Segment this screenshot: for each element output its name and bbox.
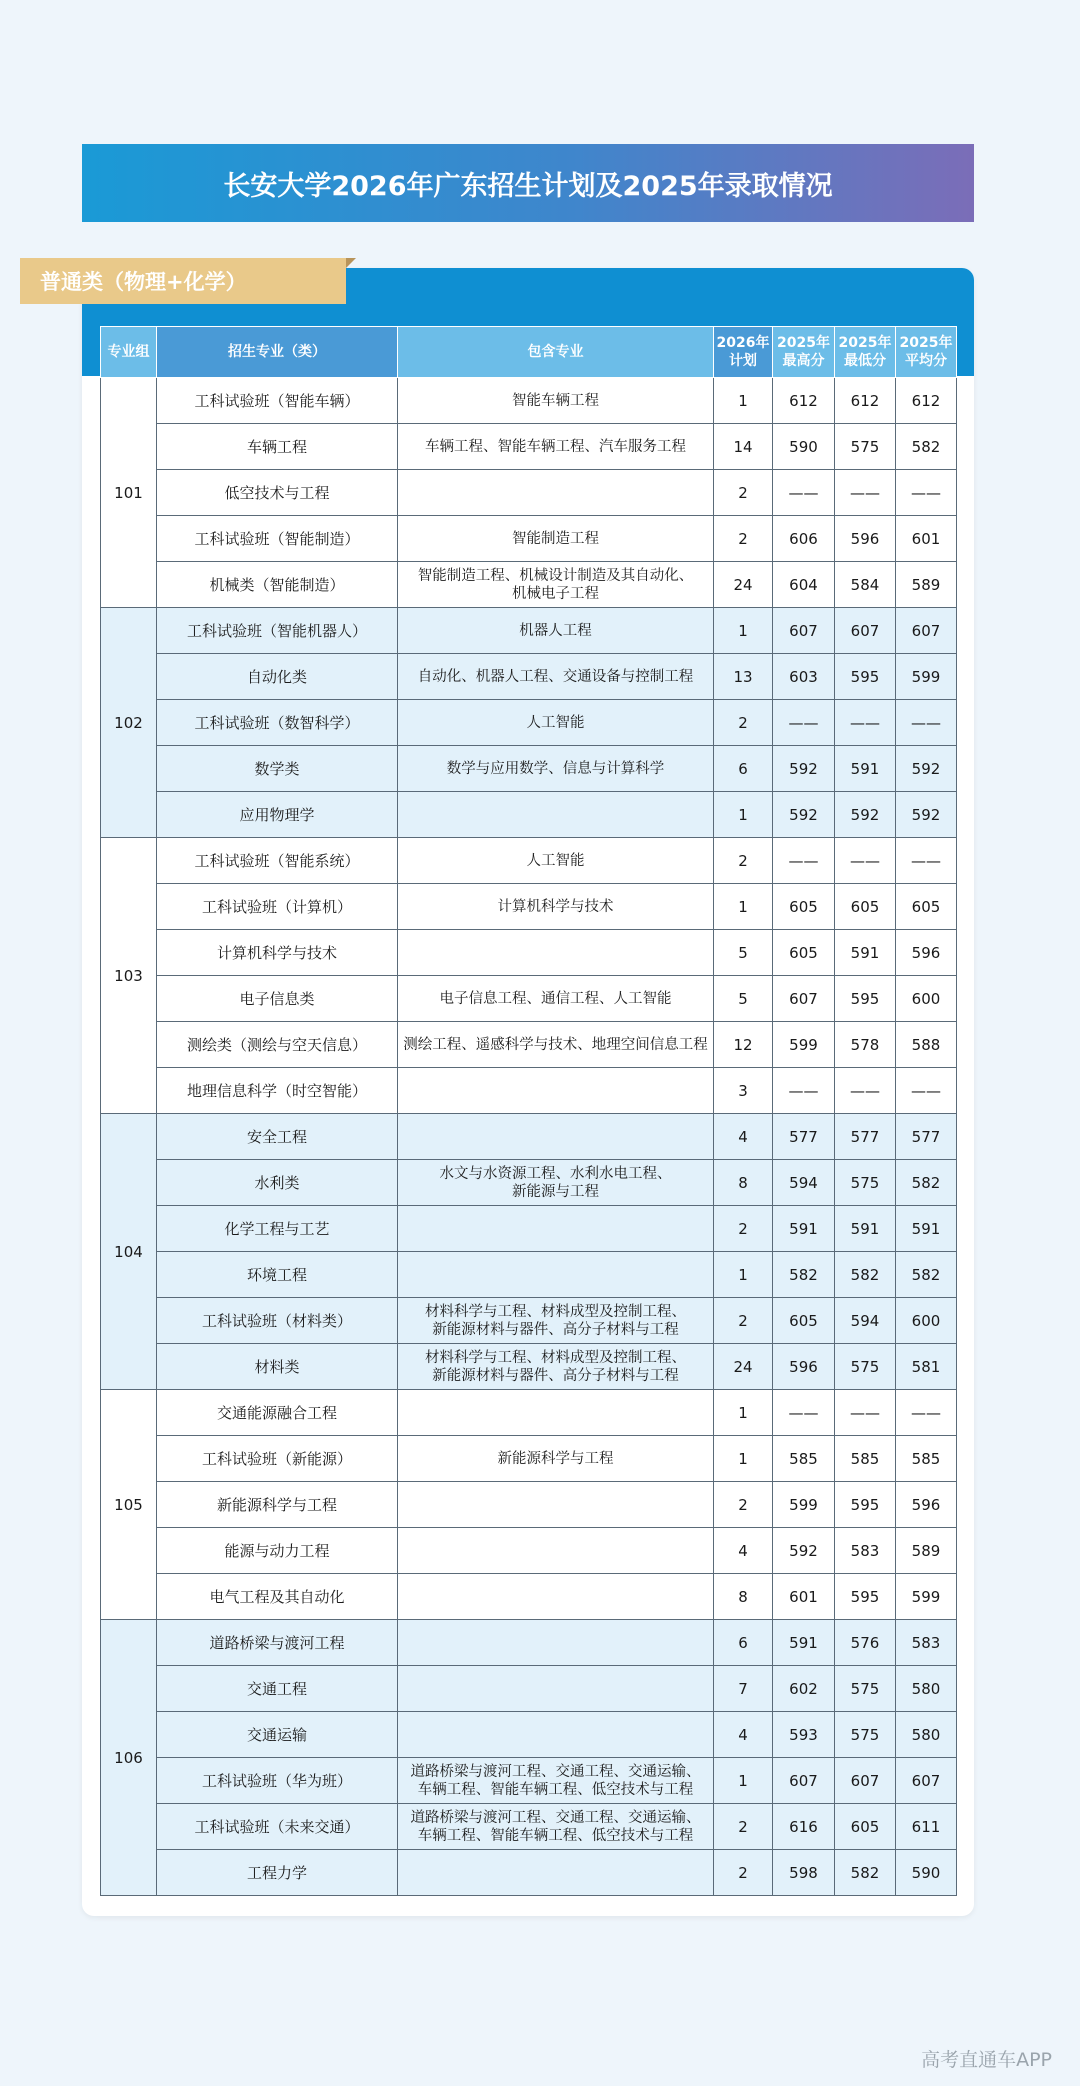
max-score-cell: 601 [773,1574,835,1620]
min-score-cell: 591 [835,930,896,976]
major-cell: 环境工程 [157,1252,398,1298]
avg-score-cell: 589 [896,562,957,608]
includes-line: 人工智能 [526,852,585,869]
page-title: 长安大学2026年广东招生计划及2025年录取情况 [223,170,833,202]
min-score-cell: 578 [835,1022,896,1068]
max-score-cell: 594 [773,1160,835,1206]
includes-cell [398,516,714,562]
plan-cell: 24 [714,1344,773,1390]
avg-score-cell: 599 [896,654,957,700]
table-row [101,1712,957,1758]
major-cell: 工科试验班（智能制造） [157,516,398,562]
plan-cell: 2 [714,1298,773,1344]
includes-cell [398,562,714,608]
major-cell: 工科试验班（计算机） [157,884,398,930]
major-cell: 工科试验班（材料类） [157,1298,398,1344]
max-score-cell: —— [773,470,835,516]
major-cell: 电气工程及其自动化 [157,1574,398,1620]
table-row [101,746,957,792]
table-row [101,424,957,470]
avg-score-cell: 588 [896,1022,957,1068]
major-cell: 能源与动力工程 [157,1528,398,1574]
avg-score-cell: 589 [896,1528,957,1574]
table-row [101,1344,957,1390]
includes-cell [398,1666,714,1712]
avg-score-cell: 590 [896,1850,957,1896]
includes-line: 人工智能 [526,714,585,731]
major-cell: 车辆工程 [157,424,398,470]
plan-cell: 2 [714,838,773,884]
includes-cell [398,1712,714,1758]
avg-score-cell: 611 [896,1804,957,1850]
major-cell: 化学工程与工艺 [157,1206,398,1252]
includes-cell [398,884,714,930]
includes-cell [398,1298,714,1344]
table-row [101,378,957,424]
table-row [101,838,957,884]
table-row [101,1482,957,1528]
avg-score-cell: 605 [896,884,957,930]
max-score-cell: 596 [773,1344,835,1390]
includes-cell [398,1344,714,1390]
max-score-cell: 591 [773,1206,835,1252]
max-score-cell: 612 [773,378,835,424]
min-score-cell: 607 [835,608,896,654]
plan-cell: 1 [714,1252,773,1298]
table-row [101,654,957,700]
major-cell: 机械类（智能制造） [157,562,398,608]
includes-line: 自动化、机器人工程、交通设备与控制工程 [417,668,694,685]
includes-cell [398,746,714,792]
includes-cell [398,608,714,654]
major-cell: 测绘类（测绘与空天信息） [157,1022,398,1068]
table-row [101,1298,957,1344]
avg-score-cell: 577 [896,1114,957,1160]
major-cell: 新能源科学与工程 [157,1482,398,1528]
header-includes: 包含专业 [398,327,714,378]
includes-line: 新能源材料与器件、高分子材料与工程 [432,1367,679,1384]
includes-line: 新能源科学与工程 [497,1450,614,1467]
min-score-cell: 582 [835,1850,896,1896]
includes-line: 计算机科学与技术 [497,898,614,915]
max-score-cell: 605 [773,1298,835,1344]
includes-line: 车辆工程、智能车辆工程、低空技术与工程 [417,1781,694,1798]
plan-cell: 1 [714,608,773,654]
includes-cell [398,1160,714,1206]
plan-cell: 3 [714,1068,773,1114]
includes-cell [398,930,714,976]
includes-cell [398,700,714,746]
max-score-cell: 582 [773,1252,835,1298]
includes-line: 新能源与工程 [512,1183,599,1200]
min-score-cell: 595 [835,976,896,1022]
includes-cell [398,1390,714,1436]
header-row [101,327,957,378]
max-score-cell: 598 [773,1850,835,1896]
includes-cell [398,378,714,424]
avg-score-cell: —— [896,700,957,746]
avg-score-cell: 582 [896,424,957,470]
includes-cell [398,1252,714,1298]
major-cell: 工科试验班（智能车辆） [157,378,398,424]
table-row [101,1666,957,1712]
header-plan: 2026年 计划 [714,327,773,378]
group-code-cell: 101 [101,378,157,608]
table-row [101,1436,957,1482]
table-row [101,700,957,746]
includes-line: 机器人工程 [519,622,592,639]
includes-line: 测绘工程、遥感科学与技术、地理空间信息工程 [403,1036,708,1053]
includes-cell [398,1114,714,1160]
avg-score-cell: —— [896,470,957,516]
min-score-cell: 612 [835,378,896,424]
table-row [101,470,957,516]
avg-score-cell: 582 [896,1252,957,1298]
table-row [101,792,957,838]
min-score-cell: 575 [835,424,896,470]
plan-cell: 2 [714,470,773,516]
max-score-cell: —— [773,700,835,746]
avg-score-cell: 592 [896,792,957,838]
min-score-cell: 582 [835,1252,896,1298]
plan-cell: 1 [714,1436,773,1482]
includes-cell [398,792,714,838]
includes-cell [398,470,714,516]
avg-score-cell: 600 [896,1298,957,1344]
avg-score-cell: —— [896,1390,957,1436]
min-score-cell: 575 [835,1712,896,1758]
group-code-cell: 106 [101,1620,157,1896]
max-score-cell: 592 [773,792,835,838]
table-row [101,1758,957,1804]
min-score-cell: —— [835,470,896,516]
min-score-cell: —— [835,700,896,746]
min-score-cell: 595 [835,1574,896,1620]
max-score-cell: 605 [773,884,835,930]
header-max: 2025年 最高分 [773,327,835,378]
group-code-cell: 104 [101,1114,157,1390]
min-score-cell: 607 [835,1758,896,1804]
plan-cell: 1 [714,378,773,424]
plan-cell: 4 [714,1528,773,1574]
includes-line: 电子信息工程、通信工程、人工智能 [439,990,672,1007]
avg-score-cell: 591 [896,1206,957,1252]
includes-cell [398,1022,714,1068]
min-score-cell: —— [835,1390,896,1436]
avg-score-cell: 583 [896,1620,957,1666]
plan-cell: 2 [714,1206,773,1252]
max-score-cell: 603 [773,654,835,700]
major-cell: 工科试验班（数智科学） [157,700,398,746]
table-row [101,1160,957,1206]
plan-cell: 2 [714,516,773,562]
plan-cell: 7 [714,1666,773,1712]
includes-cell [398,1574,714,1620]
min-score-cell: 595 [835,1482,896,1528]
includes-cell [398,1758,714,1804]
major-cell: 工科试验班（未来交通） [157,1804,398,1850]
min-score-cell: 605 [835,884,896,930]
group-code-cell: 102 [101,608,157,838]
includes-line: 数学与应用数学、信息与计算科学 [446,760,665,777]
group-code-cell: 105 [101,1390,157,1620]
max-score-cell: 599 [773,1022,835,1068]
avg-score-cell: 607 [896,608,957,654]
major-cell: 材料类 [157,1344,398,1390]
max-score-cell: 577 [773,1114,835,1160]
table-row [101,1850,957,1896]
plan-cell: 6 [714,1620,773,1666]
plan-cell: 8 [714,1160,773,1206]
includes-line: 道路桥梁与渡河工程、交通工程、交通运输、 [410,1809,701,1826]
plan-cell: 5 [714,976,773,1022]
table-row [101,1390,957,1436]
plan-cell: 12 [714,1022,773,1068]
table-row [101,930,957,976]
min-score-cell: 577 [835,1114,896,1160]
header-min: 2025年 最低分 [835,327,896,378]
includes-cell [398,1068,714,1114]
table-row [101,562,957,608]
admission-table [100,326,957,1896]
avg-score-cell: 600 [896,976,957,1022]
header-group: 专业组 [101,327,157,378]
major-cell: 交通工程 [157,1666,398,1712]
plan-cell: 2 [714,700,773,746]
avg-score-cell: —— [896,1068,957,1114]
table-row [101,608,957,654]
table-row [101,1114,957,1160]
min-score-cell: —— [835,1068,896,1114]
includes-line: 车辆工程、智能车辆工程、低空技术与工程 [417,1827,694,1844]
avg-score-cell: 585 [896,1436,957,1482]
avg-score-cell: 582 [896,1160,957,1206]
min-score-cell: 592 [835,792,896,838]
watermark: 高考直通车APP [921,2049,1052,2071]
plan-cell: 1 [714,1390,773,1436]
major-cell: 工科试验班（智能系统） [157,838,398,884]
min-score-cell: 585 [835,1436,896,1482]
min-score-cell: 575 [835,1160,896,1206]
min-score-cell: —— [835,838,896,884]
plan-cell: 14 [714,424,773,470]
max-score-cell: —— [773,838,835,884]
major-cell: 道路桥梁与渡河工程 [157,1620,398,1666]
max-score-cell: 585 [773,1436,835,1482]
includes-line: 新能源材料与器件、高分子材料与工程 [432,1321,679,1338]
table-row [101,1068,957,1114]
major-cell: 计算机科学与技术 [157,930,398,976]
plan-cell: 4 [714,1114,773,1160]
includes-line: 车辆工程、智能车辆工程、汽车服务工程 [425,438,686,455]
plan-cell: 6 [714,746,773,792]
max-score-cell: 593 [773,1712,835,1758]
major-cell: 交通运输 [157,1712,398,1758]
major-cell: 工程力学 [157,1850,398,1896]
max-score-cell: 616 [773,1804,835,1850]
max-score-cell: 607 [773,976,835,1022]
major-cell: 自动化类 [157,654,398,700]
major-cell: 低空技术与工程 [157,470,398,516]
plan-cell: 2 [714,1804,773,1850]
major-cell: 电子信息类 [157,976,398,1022]
min-score-cell: 575 [835,1344,896,1390]
avg-score-cell: 581 [896,1344,957,1390]
includes-cell [398,838,714,884]
avg-score-cell: 596 [896,1482,957,1528]
plan-cell: 8 [714,1574,773,1620]
avg-score-cell: 580 [896,1666,957,1712]
avg-score-cell: 580 [896,1712,957,1758]
includes-line: 水文与水资源工程、水利水电工程、 [439,1165,672,1182]
avg-score-cell: 596 [896,930,957,976]
major-cell: 数学类 [157,746,398,792]
plan-cell: 1 [714,1758,773,1804]
avg-score-cell: 612 [896,378,957,424]
min-score-cell: 576 [835,1620,896,1666]
includes-line: 材料科学与工程、材料成型及控制工程、 [425,1349,686,1366]
avg-score-cell: 592 [896,746,957,792]
min-score-cell: 596 [835,516,896,562]
major-cell: 地理信息科学（时空智能） [157,1068,398,1114]
includes-cell [398,1804,714,1850]
includes-cell [398,1482,714,1528]
max-score-cell: 591 [773,1620,835,1666]
min-score-cell: 584 [835,562,896,608]
group-code-cell: 103 [101,838,157,1114]
max-score-cell: 602 [773,1666,835,1712]
includes-cell [398,1620,714,1666]
major-cell: 水利类 [157,1160,398,1206]
includes-cell [398,1528,714,1574]
table-body [101,378,957,1896]
title-banner [82,144,974,222]
table-row [101,1620,957,1666]
includes-cell [398,424,714,470]
avg-score-cell: 601 [896,516,957,562]
table-row [101,1528,957,1574]
max-score-cell: 592 [773,746,835,792]
max-score-cell: 590 [773,424,835,470]
table-row [101,1206,957,1252]
min-score-cell: 595 [835,654,896,700]
table-row [101,1252,957,1298]
includes-cell [398,654,714,700]
max-score-cell: 606 [773,516,835,562]
table-row [101,1574,957,1620]
avg-score-cell: 607 [896,1758,957,1804]
category-tag-label: 普通类（物理+化学） [40,270,247,294]
avg-score-cell: 599 [896,1574,957,1620]
max-score-cell: —— [773,1068,835,1114]
plan-cell: 5 [714,930,773,976]
max-score-cell: 592 [773,1528,835,1574]
plan-cell: 13 [714,654,773,700]
includes-line: 智能车辆工程 [512,392,599,409]
min-score-cell: 591 [835,746,896,792]
plan-cell: 2 [714,1850,773,1896]
avg-score-cell: —— [896,838,957,884]
major-cell: 工科试验班（华为班） [157,1758,398,1804]
table-row [101,1804,957,1850]
max-score-cell: 607 [773,608,835,654]
includes-line: 材料科学与工程、材料成型及控制工程、 [425,1303,686,1320]
includes-line: 智能制造工程 [512,530,599,547]
header-major: 招生专业（类） [157,327,398,378]
includes-cell [398,976,714,1022]
plan-cell: 1 [714,792,773,838]
includes-line: 机械电子工程 [512,585,599,602]
table-row [101,884,957,930]
major-cell: 应用物理学 [157,792,398,838]
max-score-cell: 599 [773,1482,835,1528]
table-row [101,516,957,562]
min-score-cell: 575 [835,1666,896,1712]
max-score-cell: 607 [773,1758,835,1804]
includes-cell [398,1206,714,1252]
category-tag [20,258,346,304]
includes-line: 道路桥梁与渡河工程、交通工程、交通运输、 [410,1763,701,1780]
plan-cell: 24 [714,562,773,608]
min-score-cell: 594 [835,1298,896,1344]
major-cell: 安全工程 [157,1114,398,1160]
max-score-cell: 604 [773,562,835,608]
includes-line: 智能制造工程、机械设计制造及其自动化、 [417,567,694,584]
plan-cell: 2 [714,1482,773,1528]
table-row [101,976,957,1022]
min-score-cell: 605 [835,1804,896,1850]
plan-cell: 4 [714,1712,773,1758]
min-score-cell: 591 [835,1206,896,1252]
min-score-cell: 583 [835,1528,896,1574]
max-score-cell: —— [773,1390,835,1436]
includes-cell [398,1436,714,1482]
includes-cell [398,1850,714,1896]
plan-cell: 1 [714,884,773,930]
table-row [101,1022,957,1068]
max-score-cell: 605 [773,930,835,976]
major-cell: 工科试验班（智能机器人） [157,608,398,654]
major-cell: 交通能源融合工程 [157,1390,398,1436]
major-cell: 工科试验班（新能源） [157,1436,398,1482]
header-avg: 2025年 平均分 [896,327,957,378]
